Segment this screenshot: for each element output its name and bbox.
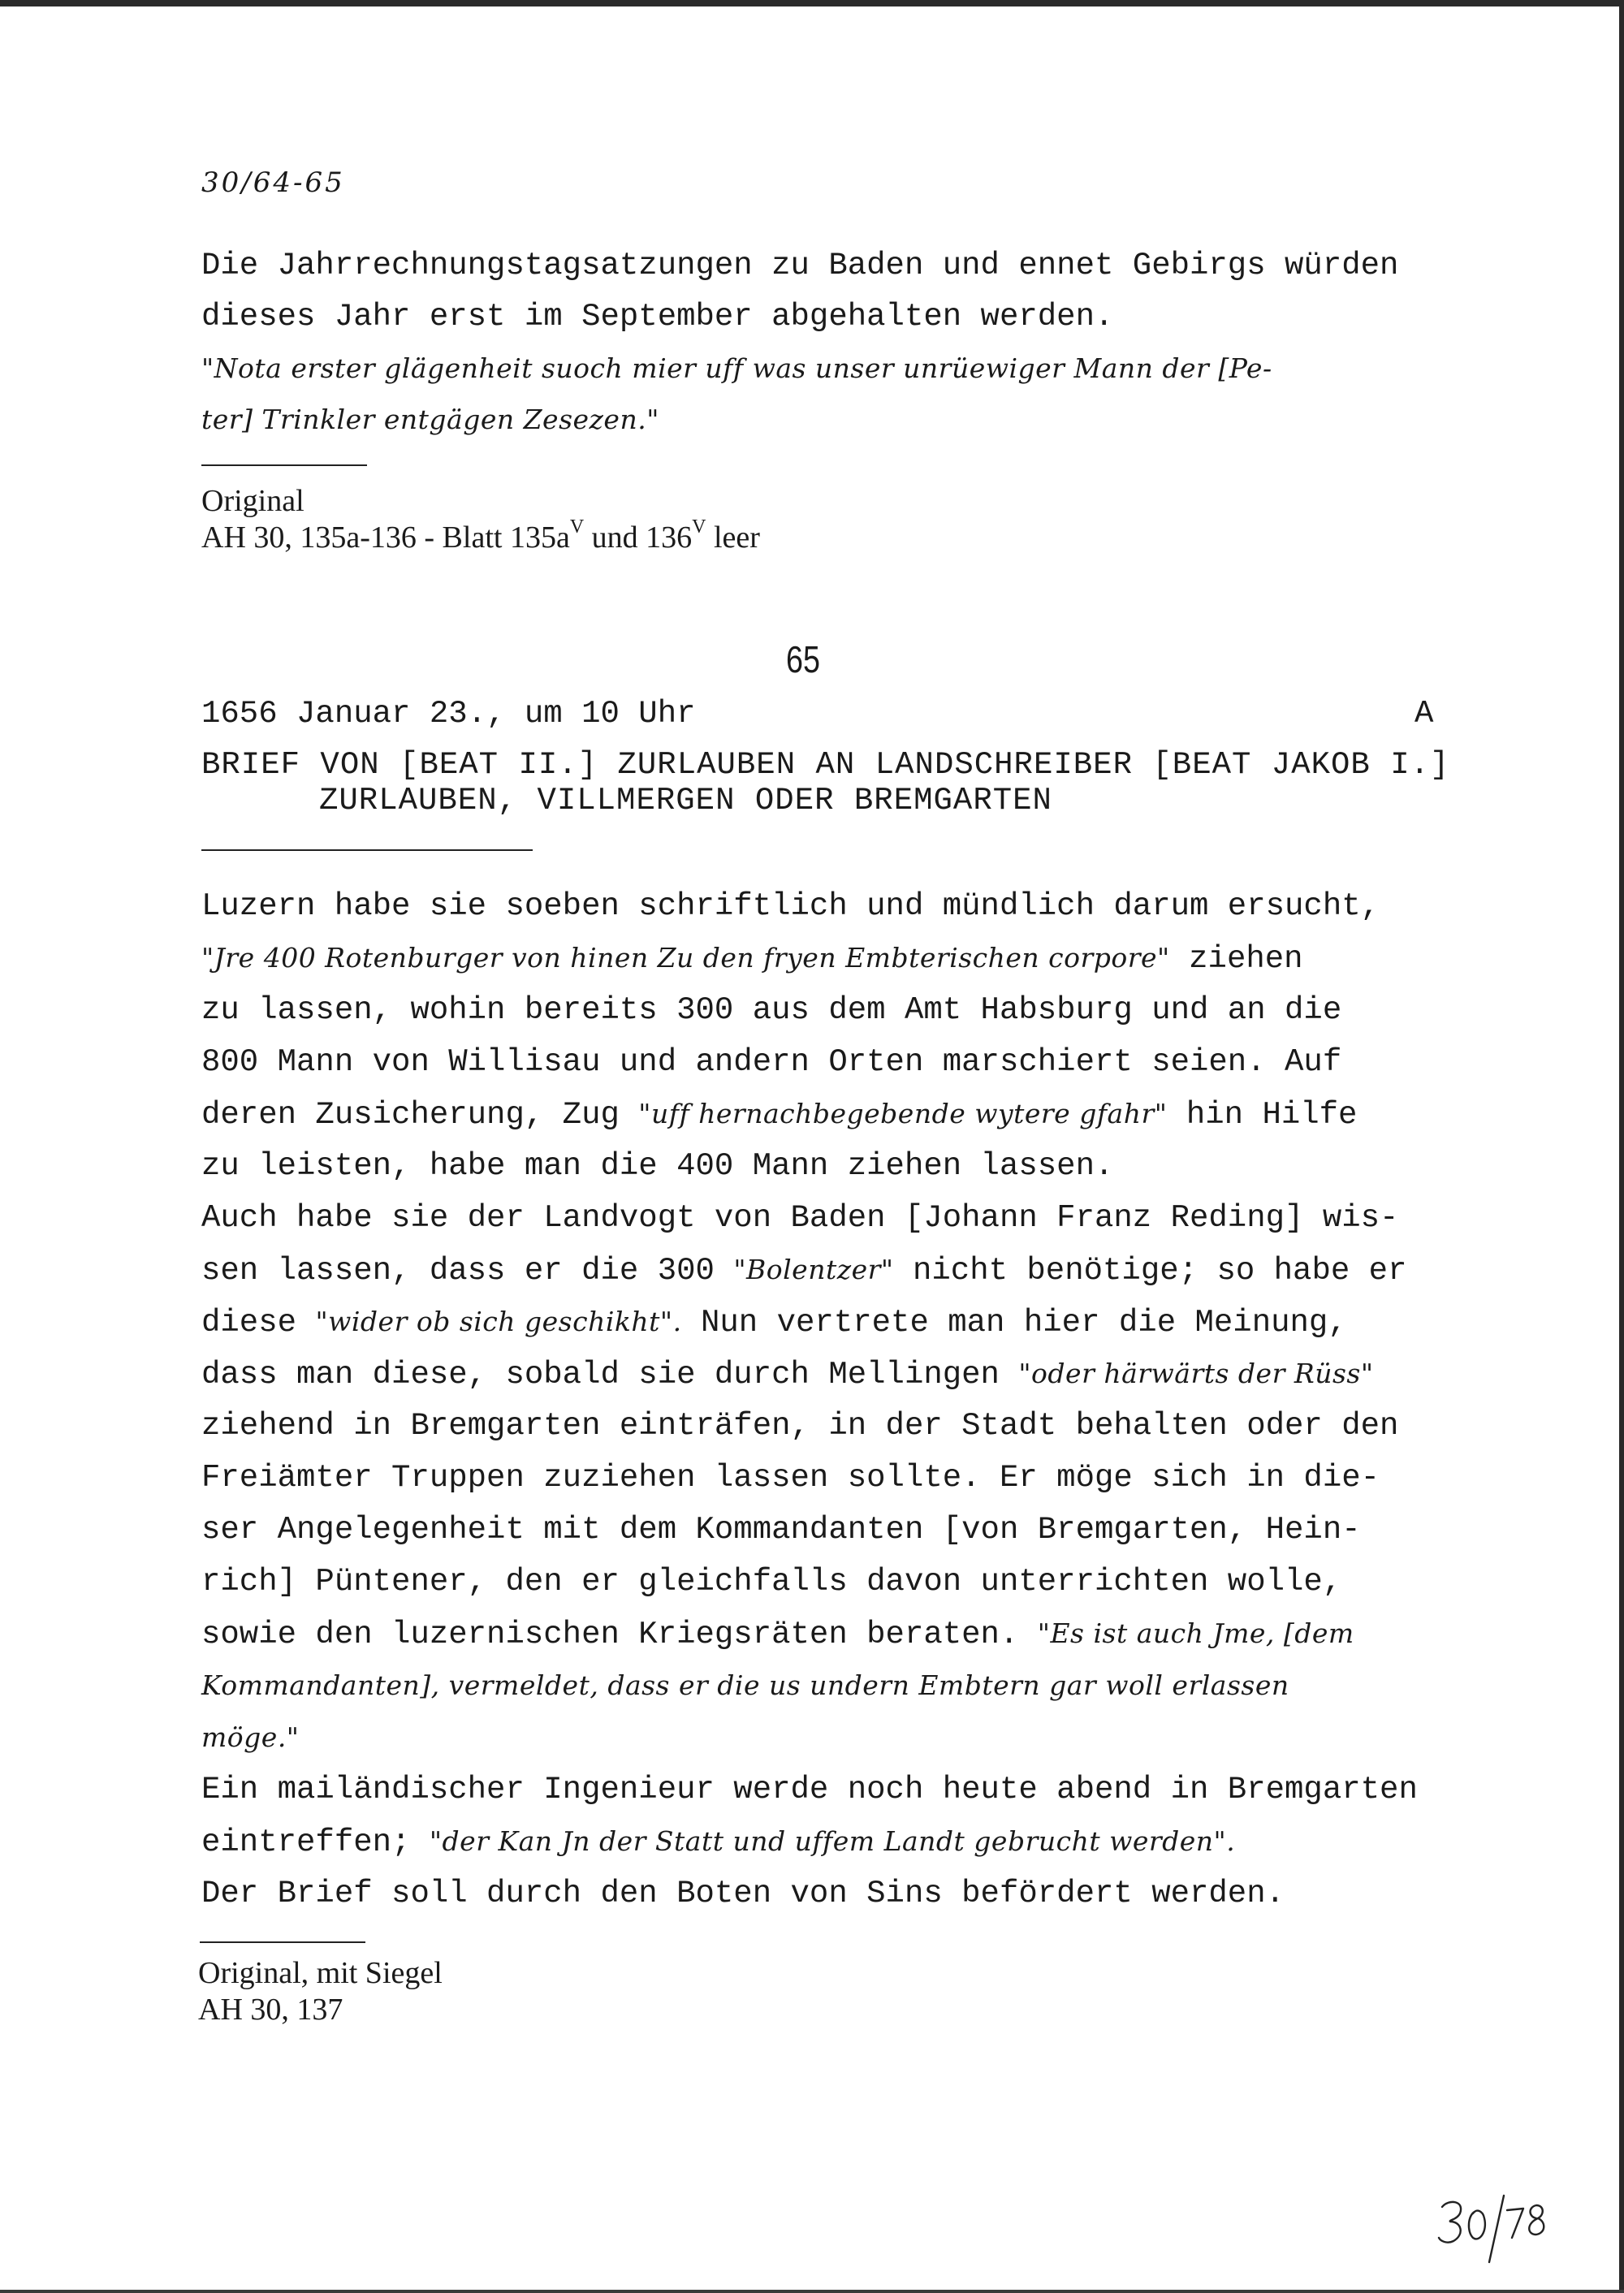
body-line: ziehend in Bremgarten einträfen, in der Stadt behalten oder den bbox=[201, 1408, 1399, 1444]
footnote-divider bbox=[201, 464, 367, 466]
body-line: Luzern habe sie soeben schriftlich und mündlich darum ersucht, bbox=[201, 888, 1380, 924]
summary-line: dieses Jahr erst im September abgehalten werden. bbox=[201, 299, 1114, 335]
handwritten-archive-mark bbox=[1437, 2192, 1567, 2265]
scan-border-top bbox=[0, 0, 1624, 6]
body-line: Auch habe sie der Landvogt von Baden [Johann Franz Reding] wis- bbox=[201, 1200, 1399, 1236]
document-body bbox=[201, 880, 1418, 1919]
summary-line: Die Jahrrechnungstagsatzungen zu Baden und ennet Gebirgs würden bbox=[201, 248, 1399, 283]
body-line: deren Zusicherung, Zug "uff hernachbegebende wytere gfahr" hin Hilfe bbox=[201, 1097, 1358, 1133]
body-line: Ein mailändischer Ingenieur werde noch heute abend in Bremgarten bbox=[201, 1772, 1418, 1807]
document-number: 65 bbox=[786, 638, 820, 680]
page-reference: 30/64-65 bbox=[201, 166, 345, 199]
body-line: rich] Püntener, den er gleichfalls davon unterrichten wolle, bbox=[201, 1564, 1342, 1600]
document-grade: A bbox=[1415, 696, 1434, 732]
body-line: sowie den luzernischen Kriegsräten beraten. "Es ist auch Jme, [dem bbox=[201, 1617, 1354, 1652]
heading-line: ZURLAUBEN, VILLMERGEN ODER BREMGARTEN bbox=[319, 783, 1052, 818]
heading-line: BRIEF VON [BEAT II.] ZURLAUBEN AN LANDSCHREIBER [BEAT JAKOB I.] bbox=[201, 747, 1450, 783]
footnote-divider bbox=[200, 1941, 365, 1943]
body-line: "Jre 400 Rotenburger von hinen Zu den fryen Embterischen corpore" ziehen bbox=[201, 941, 1303, 977]
document-source-note bbox=[198, 1955, 443, 2028]
body-line: diese "wider ob sich geschikht". Nun vertrete man hier die Meinung, bbox=[201, 1305, 1347, 1341]
source-type: Original, mit Siegel bbox=[198, 1956, 443, 1990]
body-line: zu leisten, habe man die 400 Mann ziehen lassen. bbox=[201, 1148, 1114, 1184]
heading-divider bbox=[201, 849, 533, 851]
body-line: Freiämter Truppen zuziehen lassen sollte. Er möge sich in die- bbox=[201, 1460, 1380, 1496]
scan-border-right bbox=[1619, 0, 1624, 2293]
body-line: Kommandanten], vermeldet, dass er die us undern Embtern gar woll erlassen bbox=[201, 1669, 1289, 1701]
source-reference: AH 30, 135a-136 - Blatt $135a^V$ und $136^V$ leer bbox=[201, 516, 760, 555]
previous-document-summary bbox=[201, 240, 1398, 445]
scan-border-bottom bbox=[0, 2290, 1624, 2293]
body-line: zu lassen, wohin bereits 300 aus dem Amt Habsburg und an die bbox=[201, 992, 1342, 1028]
body-line: sen lassen, dass er die 300 "Bolentzer" nicht benötige; so habe er bbox=[201, 1253, 1407, 1289]
body-line: ser Angelegenheit mit dem Kommandanten [von Bremgarten, Hein- bbox=[201, 1512, 1361, 1548]
source-reference: AH 30, 137 bbox=[198, 1993, 343, 2027]
source-type: Original bbox=[201, 484, 304, 518]
document-date: 1656 Januar 23., um 10 Uhr bbox=[201, 696, 696, 732]
body-line: 800 Mann von Willisau und andern Orten marschiert seien. Auf bbox=[201, 1044, 1342, 1080]
quote-line: "Nota erster glägenheit suoch mier uff was unser unrüewiger Mann der [Pe- bbox=[201, 352, 1272, 384]
body-line: Der Brief soll durch den Boten von Sins befördert werden. bbox=[201, 1876, 1285, 1911]
body-line: möge." bbox=[201, 1721, 300, 1753]
quote-line: ter] Trinkler entgägen Zesezen." bbox=[201, 404, 659, 435]
body-line: eintreffen; "der Kan Jn der Statt und uffem Landt gebrucht werden". bbox=[201, 1824, 1236, 1860]
previous-source-note bbox=[201, 483, 760, 556]
document-heading bbox=[201, 747, 1449, 818]
body-line: dass man diese, sobald sie durch Mellingen "oder härwärts der Rüss" bbox=[201, 1357, 1374, 1393]
